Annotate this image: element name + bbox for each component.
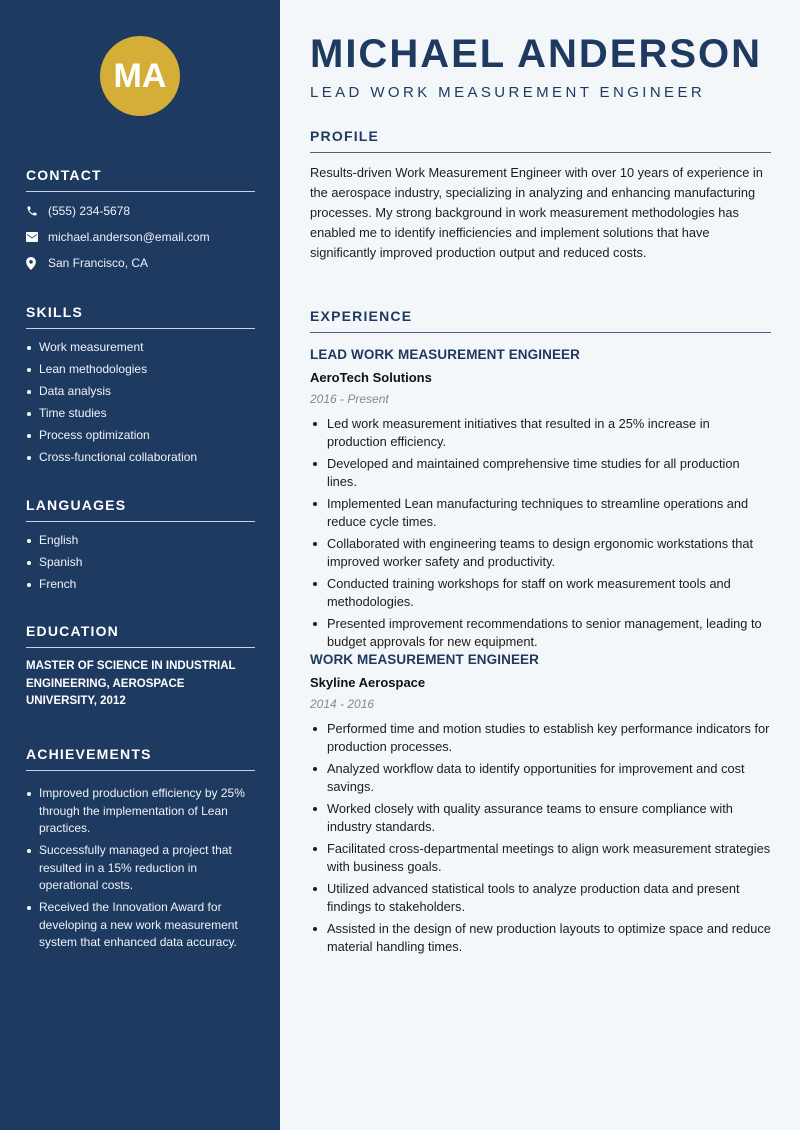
skills-section [26,304,255,471]
skill-item: Lean methodologies [26,361,255,379]
job-company: AeroTech Solutions [310,370,432,385]
skill-item: Time studies [26,405,255,423]
skills-list [26,339,255,467]
education-heading: EDUCATION [26,623,255,648]
job-title: WORK MEASUREMENT ENGINEER [310,652,540,667]
phone-text: (555) 234-5678 [48,204,131,218]
languages-list [26,532,255,594]
achievement-item: Improved production efficiency by 25% through the implementation of Lean practices. [26,785,255,838]
job-bullet: Developed and maintained comprehensive time studies for all production lines. [310,455,771,491]
job-title: LEAD WORK MEASUREMENT ENGINEER [310,347,581,362]
job-bullets [310,720,771,956]
avatar: MA [100,36,180,116]
candidate-title: LEAD WORK MEASUREMENT ENGINEER [310,84,706,101]
location-pin-icon [26,257,48,270]
contact-phone[interactable] [26,198,255,224]
contact-location [26,250,255,276]
achievements-heading: ACHIEVEMENTS [26,746,255,771]
achievements-list [26,785,255,952]
achievements-section [26,746,255,956]
achievement-item: Successfully managed a project that resulted in a 15% reduction in operational costs. [26,842,255,895]
job-bullet: Assisted in the design of new production layouts to optimize space and reduce material handling times. [310,920,771,956]
contact-section [26,167,255,276]
education-section [26,623,255,711]
job-bullet: Utilized advanced statistical tools to analyze production data and present findings to stakeholders. [310,880,771,916]
email-text: michael.anderson@email.com [48,230,210,244]
job-dates: 2014 - 2016 [310,697,375,711]
language-item: French [26,576,255,594]
skill-item: Cross-functional collaboration [26,449,255,467]
job-company: Skyline Aerospace [310,675,426,690]
skill-item: Work measurement [26,339,255,357]
achievement-item: Received the Innovation Award for developing a new work measurement system that enhanced data accuracy. [26,899,255,952]
languages-heading: LANGUAGES [26,497,255,522]
candidate-name: MICHAEL ANDERSON [310,32,763,76]
languages-section [26,497,255,598]
experience-heading: EXPERIENCE [310,308,771,333]
job-bullets [310,415,771,651]
job-bullet: Conducted training workshops for staff on work measurement tools and methodologies. [310,575,771,611]
job-dates: 2016 - Present [310,392,389,406]
contact-email[interactable] [26,224,255,250]
contact-heading: CONTACT [26,167,255,192]
job-bullet: Led work measurement initiatives that resulted in a 25% increase in production efficiency. [310,415,771,451]
job-entry [310,346,771,655]
job-bullet: Collaborated with engineering teams to design ergonomic workstations that improved worker safety and productivity. [310,535,771,571]
email-icon [26,232,48,242]
job-bullet: Facilitated cross-departmental meetings to align work measurement strategies with business goals. [310,840,771,876]
job-entry [310,651,771,960]
language-item: Spanish [26,554,255,572]
language-item: English [26,532,255,550]
job-bullet: Performed time and motion studies to establish key performance indicators for production processes. [310,720,771,756]
skill-item: Data analysis [26,383,255,401]
skills-heading: SKILLS [26,304,255,329]
location-text: San Francisco, CA [48,256,149,270]
job-bullet: Presented improvement recommendations to senior management, leading to budget approvals for new equipment. [310,615,771,651]
phone-icon [26,205,48,217]
skill-item: Process optimization [26,427,255,445]
job-bullet: Implemented Lean manufacturing techniques to streamline operations and reduce cycle times. [310,495,771,531]
profile-heading: PROFILE [310,128,771,153]
job-bullet: Analyzed workflow data to identify opportunities for improvement and cost savings. [310,760,771,796]
sidebar [0,0,280,1130]
education-degree: MASTER OF SCIENCE IN INDUSTRIAL ENGINEERING, AEROSPACE UNIVERSITY, 2012 [26,660,236,707]
profile-summary: Results-driven Work Measurement Engineer with over 10 years of experience in the aerospace industry, specializing in analyzing and enhancing manufacturing processes. My strong background in work measurement methodologies has enabled me to identify inefficiencies and implement solutions that have significantly improved production output and reduced costs. [310,165,763,260]
job-bullet: Worked closely with quality assurance teams to ensure compliance with industry standards. [310,800,771,836]
